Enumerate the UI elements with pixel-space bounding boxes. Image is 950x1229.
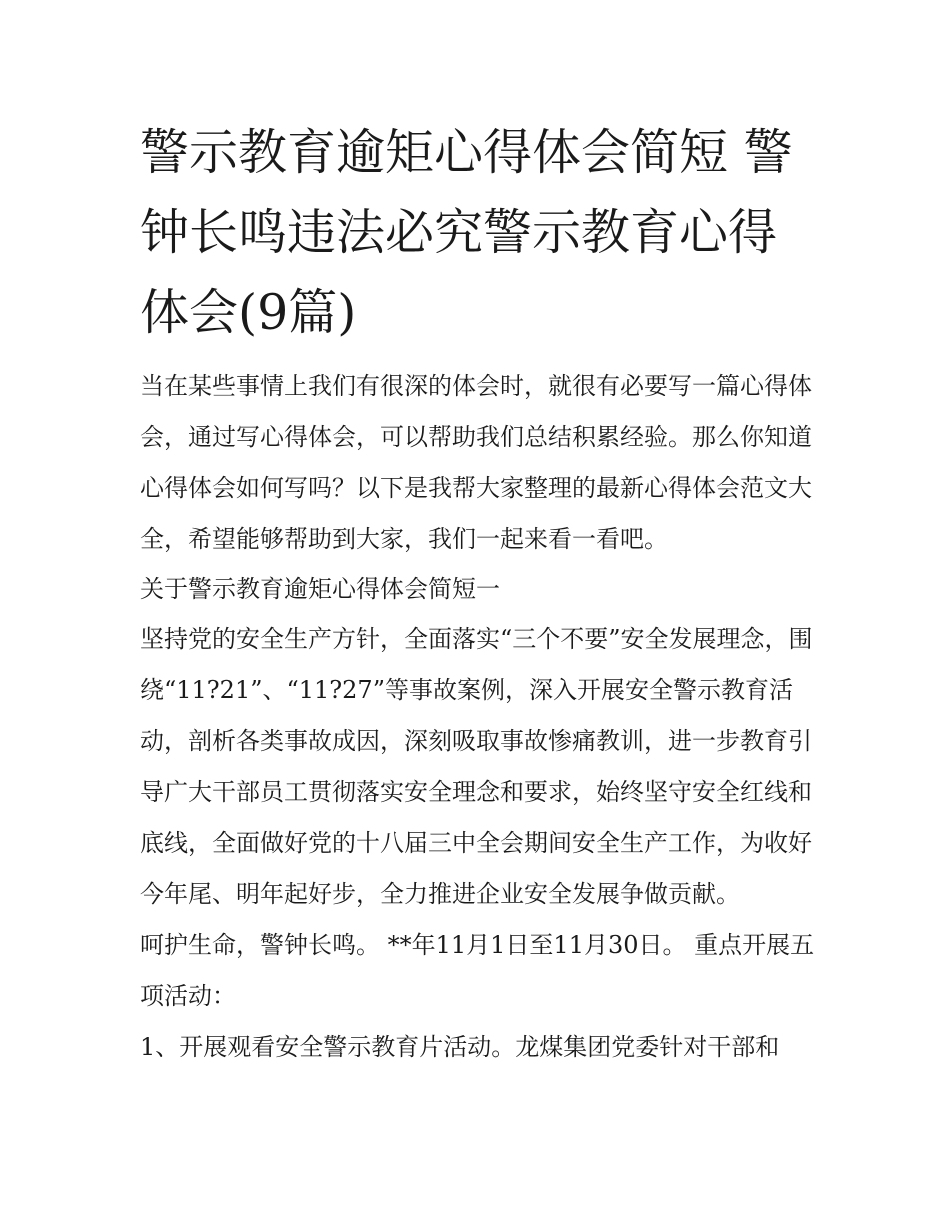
section-heading: 关于警示教育逾矩心得体会简短一 <box>140 575 500 603</box>
list-item: 1、开展观看安全警示教育片活动。龙煤集团党委针对干部和 <box>140 1033 780 1061</box>
document-body <box>140 113 820 1073</box>
body-paragraph: 呵护生命，警钟长鸣。 **年11月1日至11月30日。 重点开展五项活动： <box>140 931 815 1010</box>
document-title: 警示教育逾矩心得体会简短 警钟长鸣违法必究警示教育心得体会(9篇) <box>140 124 793 341</box>
intro-paragraph: 当在某些事情上我们有很深的体会时，就很有必要写一篇心得体会，通过写心得体会，可以帮助我们总结积累经验。那么你知道心得体会如何写吗？以下是我帮大家整理的最新心得体会范文大全，希望能够帮助到大家，我们一起来看一看吧。 <box>140 372 812 553</box>
body-paragraph: 坚持党的安全生产方针，全面落实“三个不要”安全发展理念，围绕“11?21”、“11?27”等事故案例，深入开展安全警示教育活动，剖析各类事故成因，深刻吸取事故惨痛教训，进一步教育引导广大干部员工贯彻落实安全理念和要求，始终坚守安全红线和底线，全面做好党的十八届三中全会期间安全生产工作，为收好今年尾、明年起好步，全力推进企业安全发展争做贡献。 <box>140 625 813 908</box>
